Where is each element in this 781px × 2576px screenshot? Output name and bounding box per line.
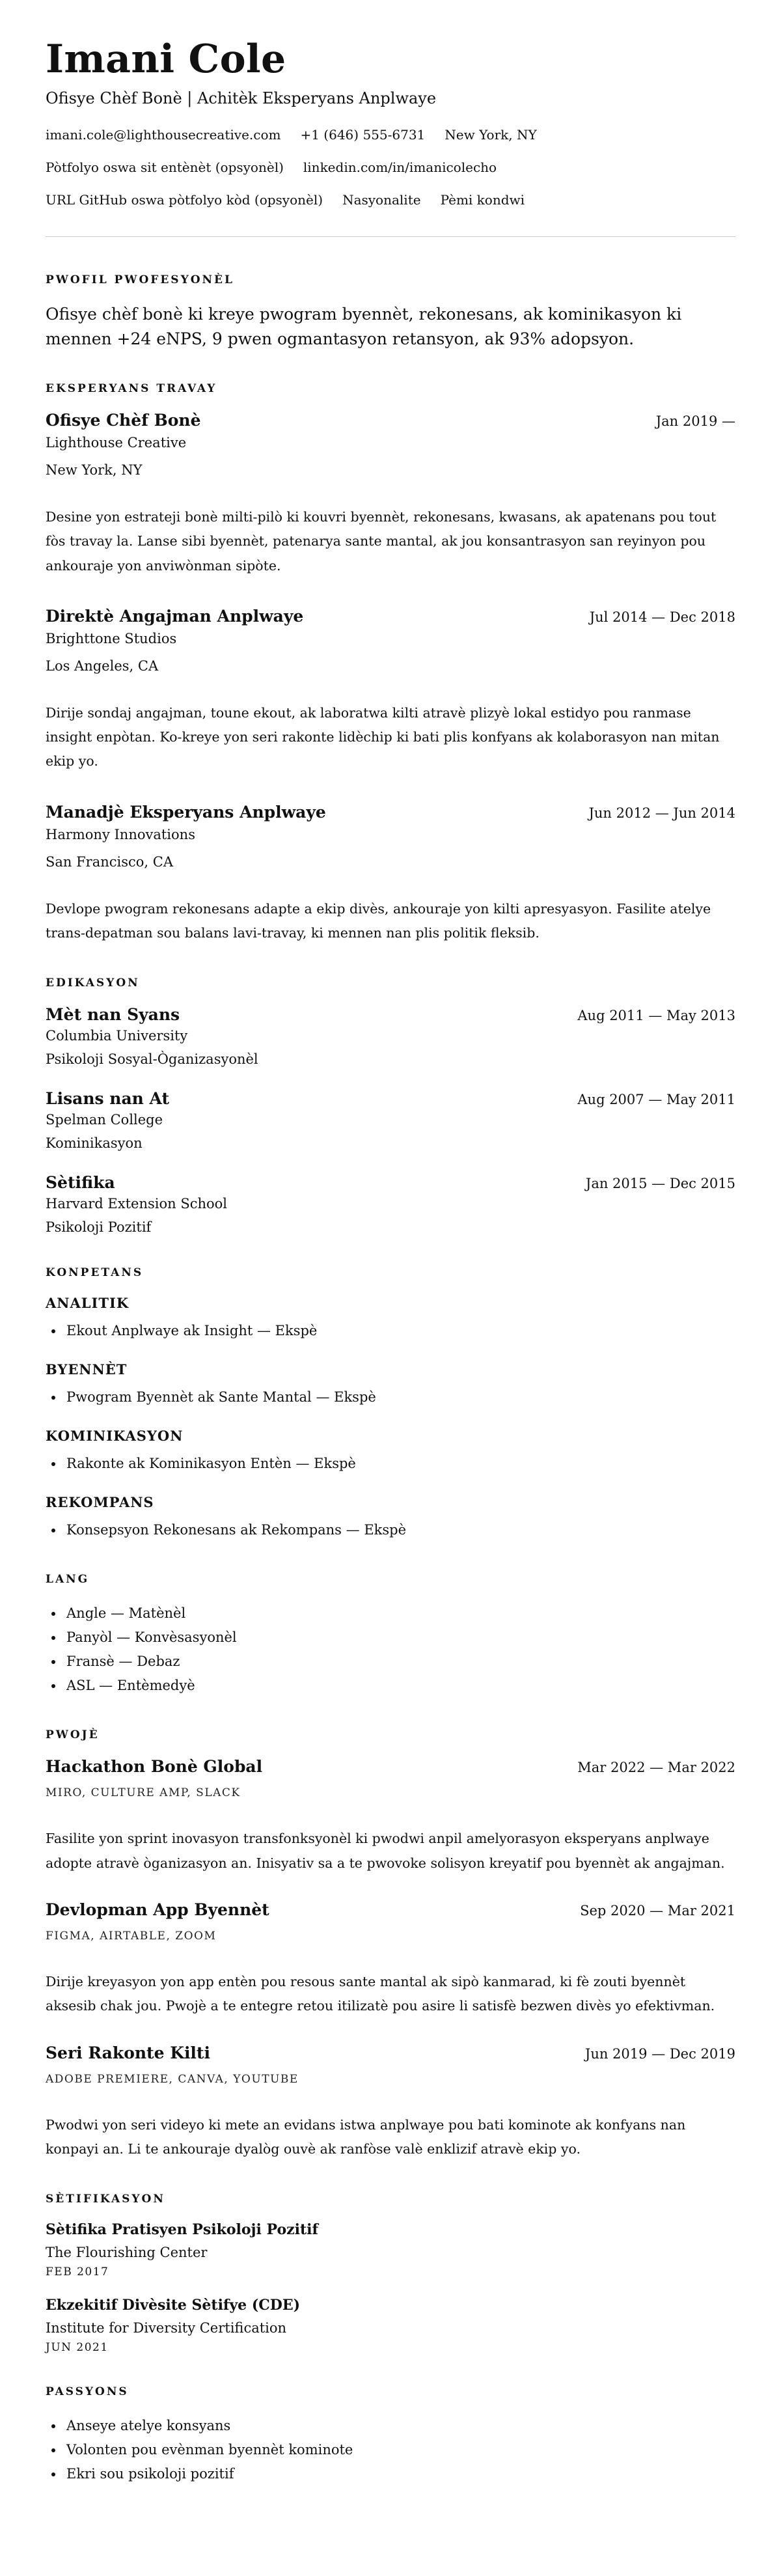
skill-item: • Konsepsyon Rekonesans ak Rekompans — Ekspè [64, 1518, 735, 1542]
experience-section [46, 382, 735, 945]
education-item [46, 1005, 735, 1067]
passion-item: • Volonten pou evènman byennèt kominote [64, 2438, 735, 2462]
experience-item [46, 607, 735, 774]
project-description: Pwodwi yon seri videyo ki mete an evidans istwa anplwaye pou bati kominote ak konfyans nan konpayi an. Li te ankouraje dyalòg ouvè ak ranfòse valè enklizif atravè ekip yo. [46, 2116, 686, 2157]
experience-description: Devlope pwogram rekonesans adapte a ekip divès, ankouraje yon kilti apresyasyon. Fasilite atelye trans-depatman sou balans lavi-travay, ki mennen nan plis politik fleksib. [46, 900, 711, 941]
contact-github[interactable]: URL GitHub oswa pòtfolyo kòd (opsyonèl) [46, 192, 323, 208]
skill-list [46, 1319, 735, 1343]
languages-heading: LANG [46, 1573, 90, 1586]
project-tech: FIGMA, AIRTABLE, ZOOM [46, 1929, 217, 1943]
experience-description: Desine yon estrateji bonè milti-pilò ki kouvri byennèt, rekonesans, kwasans, ak apatenans pou tout fòs travay la. Lanse sibi byennèt, patenarya sante mantal, ak jou konsantrasyon san reyinyon pou ankouraje yon anviwònman sipòte. [46, 509, 717, 574]
experience-item [46, 803, 735, 946]
project-dates: Mar 2022 — Mar 2022 [577, 1760, 735, 1776]
education-item-head [46, 1005, 735, 1024]
skill-group-title: BYENNÈT [46, 1361, 128, 1378]
certifications-heading: SÈTIFIKASYON [46, 2193, 165, 2206]
skill-group-title: ANALITIK [46, 1295, 130, 1312]
skill-list [46, 1518, 735, 1542]
education-school: Columbia University [46, 1028, 188, 1044]
skills-heading: KONPETANS [46, 1266, 144, 1280]
project-item [46, 2043, 735, 2162]
experience-dates: Jul 2014 — Dec 2018 [589, 609, 735, 625]
experience-item-head [46, 607, 735, 626]
education-item [46, 1173, 735, 1235]
passion-item: • Ekri sou psikoloji pozitif [64, 2462, 735, 2486]
education-dates: Jan 2015 — Dec 2015 [585, 1176, 735, 1192]
experience-location: Los Angeles, CA [46, 658, 159, 674]
skills-section [46, 1266, 735, 1542]
certification-org: Institute for Diversity Certification [46, 2320, 287, 2336]
project-item [46, 1900, 735, 2019]
project-tech: MIRO, CULTURE AMP, SLACK [46, 1786, 241, 1800]
passion-list [46, 2414, 735, 2486]
language-item: • Panyòl — Konvèsasyonèl [64, 1626, 735, 1650]
language-item: • ASL — Entèmedyè [64, 1674, 735, 1698]
contact-location: New York, NY [445, 127, 537, 143]
header-divider [46, 236, 735, 237]
certification-org: The Flourishing Center [46, 2245, 208, 2261]
experience-item-head [46, 803, 735, 822]
project-name: Hackathon Bonè Global [46, 1757, 263, 1777]
project-name: Devlopman App Byennèt [46, 1900, 269, 1919]
languages-section [46, 1573, 735, 1697]
resume-header [46, 36, 735, 208]
education-field: Psikoloji Sosyal-Òganizasyonèl [46, 1051, 258, 1068]
experience-company: Harmony Innovations [46, 826, 195, 842]
experience-item [46, 411, 735, 578]
certification-date: FEB 2017 [46, 2265, 109, 2279]
education-degree: Lisans nan At [46, 1089, 170, 1109]
contact-row-links [46, 159, 735, 175]
education-field: Psikoloji Pozitif [46, 1219, 152, 1236]
education-item [46, 1089, 735, 1151]
experience-company: Lighthouse Creative [46, 435, 187, 450]
project-item-head [46, 1900, 735, 1919]
language-item: • Fransè — Debaz [64, 1650, 735, 1674]
education-heading: EDIKASYON [46, 976, 140, 990]
experience-role: Ofisye Chèf Bonè [46, 411, 201, 430]
education-section [46, 976, 735, 1235]
project-name: Seri Rakonte Kilti [46, 2043, 210, 2062]
certification-item [46, 2297, 735, 2354]
project-dates: Jun 2019 — Dec 2019 [584, 2045, 735, 2062]
project-dates: Sep 2020 — Mar 2021 [580, 1902, 735, 1918]
education-item-head [46, 1089, 735, 1108]
summary-heading: PWOFIL PWOFESYONÈL [46, 273, 234, 286]
passion-item: • Anseye atelye konsyans [64, 2414, 735, 2438]
project-item-head [46, 2043, 735, 2062]
certification-name: Sètifika Pratisyen Psikoloji Pozitif [46, 2221, 318, 2239]
experience-role: Manadjè Eksperyans Anplwaye [46, 802, 326, 822]
contact-email[interactable]: imani.cole@lighthousecreative.com [46, 127, 281, 143]
experience-item-head [46, 411, 735, 430]
candidate-headline: Ofisye Chèf Bonè | Achitèk Eksperyans Anplwaye [46, 89, 437, 107]
education-dates: Aug 2011 — May 2013 [577, 1008, 735, 1024]
education-item-head [46, 1173, 735, 1192]
skill-group-title: REKOMPANS [46, 1493, 154, 1510]
certification-name: Ekzekitif Divèsite Sètifye (CDE) [46, 2297, 301, 2314]
skill-list [46, 1385, 735, 1409]
candidate-name: Imani Cole [46, 36, 286, 82]
projects-heading: PWOJÈ [46, 1728, 100, 1742]
contact-phone[interactable]: +1 (646) 555-6731 [300, 127, 426, 143]
certification-date: JUN 2021 [46, 2341, 109, 2355]
experience-company: Brighttone Studios [46, 630, 177, 646]
education-school: Spelman College [46, 1112, 163, 1128]
education-dates: Aug 2007 — May 2011 [577, 1092, 735, 1108]
education-degree: Mèt nan Syans [46, 1005, 180, 1025]
project-tech: ADOBE PREMIERE, CANVA, YOUTUBE [46, 2072, 299, 2086]
experience-dates: Jan 2019 — [655, 413, 735, 429]
summary-section [46, 273, 735, 351]
language-list [46, 1601, 735, 1697]
project-description: Dirije kreyasyon yon app entèn pou resous sante mantal ak sipò kanmarad, ki fè zouti byennèt aksesib chak jou. Pwojè a te entegre retou itilizatè pou asire li satisfè bezwen divès yo efektivman. [46, 1973, 715, 2014]
skill-group [46, 1494, 735, 1542]
education-school: Harvard Extension School [46, 1196, 227, 1212]
project-item-head [46, 1757, 735, 1776]
project-description: Fasilite yon sprint inovasyon transfonksyonèl ki pwodwi anpil amelyorasyon eksperyans anplwaye adopte atravè òganizasyon an. Inisyativ sa a te pwovoke solisyon kreyatif pou byennèt ak angajman. [46, 1831, 725, 1871]
education-field: Kominikasyon [46, 1135, 143, 1152]
skill-group [46, 1295, 735, 1343]
projects-section [46, 1728, 735, 2161]
skill-item: • Pwogram Byennèt ak Sante Mantal — Ekspè [64, 1385, 735, 1409]
certification-item [46, 2221, 735, 2278]
contact-row-primary [46, 127, 735, 143]
contact-linkedin[interactable]: linkedin.com/in/imanicolecho [303, 159, 497, 175]
skill-group-title: KOMINIKASYON [46, 1427, 184, 1444]
experience-location: San Francisco, CA [46, 853, 174, 870]
education-degree: Sètifika [46, 1173, 115, 1193]
passions-section [46, 2385, 735, 2486]
experience-location: New York, NY [46, 462, 143, 478]
project-item [46, 1757, 735, 1876]
experience-role: Direktè Angajman Anplwaye [46, 606, 304, 626]
skill-group [46, 1428, 735, 1476]
experience-description: Dirije sondaj angajman, toune ekout, ak laboratwa kilti atravè plizyè lokal estidyo pou ranmase insight enpòtan. Ko-kreye yon seri rakonte lidèchip ki bati plis konfyans ak kolaborasyon nan mitan ekip yo. [46, 704, 720, 769]
skill-group [46, 1361, 735, 1409]
language-item: • Angle — Matènèl [64, 1601, 735, 1626]
summary-text: Ofisye chèf bonè ki kreye pwogram byennèt, rekonesans, ak kominikasyon ki mennen +24 eNPS, 9 pwen ogmantasyon retansyon, ak 93% adopsyon. [46, 305, 682, 348]
skill-item: • Rakonte ak Kominikasyon Entèn — Ekspè [64, 1452, 735, 1476]
experience-heading: EKSPERYANS TRAVAY [46, 382, 217, 395]
contact-portfolio[interactable]: Pòtfolyo oswa sit entènèt (opsyonèl) [46, 159, 284, 175]
certifications-section [46, 2193, 735, 2354]
contact-nationality: Nasyonalite [342, 192, 421, 208]
skill-list [46, 1452, 735, 1476]
contact-row-extra [46, 192, 735, 208]
skill-item: • Ekout Anplwaye ak Insight — Ekspè [64, 1319, 735, 1343]
contact-license: Pèmi kondwi [440, 192, 525, 208]
passions-heading: PASSYONS [46, 2385, 129, 2399]
experience-dates: Jun 2012 — Jun 2014 [588, 805, 735, 821]
